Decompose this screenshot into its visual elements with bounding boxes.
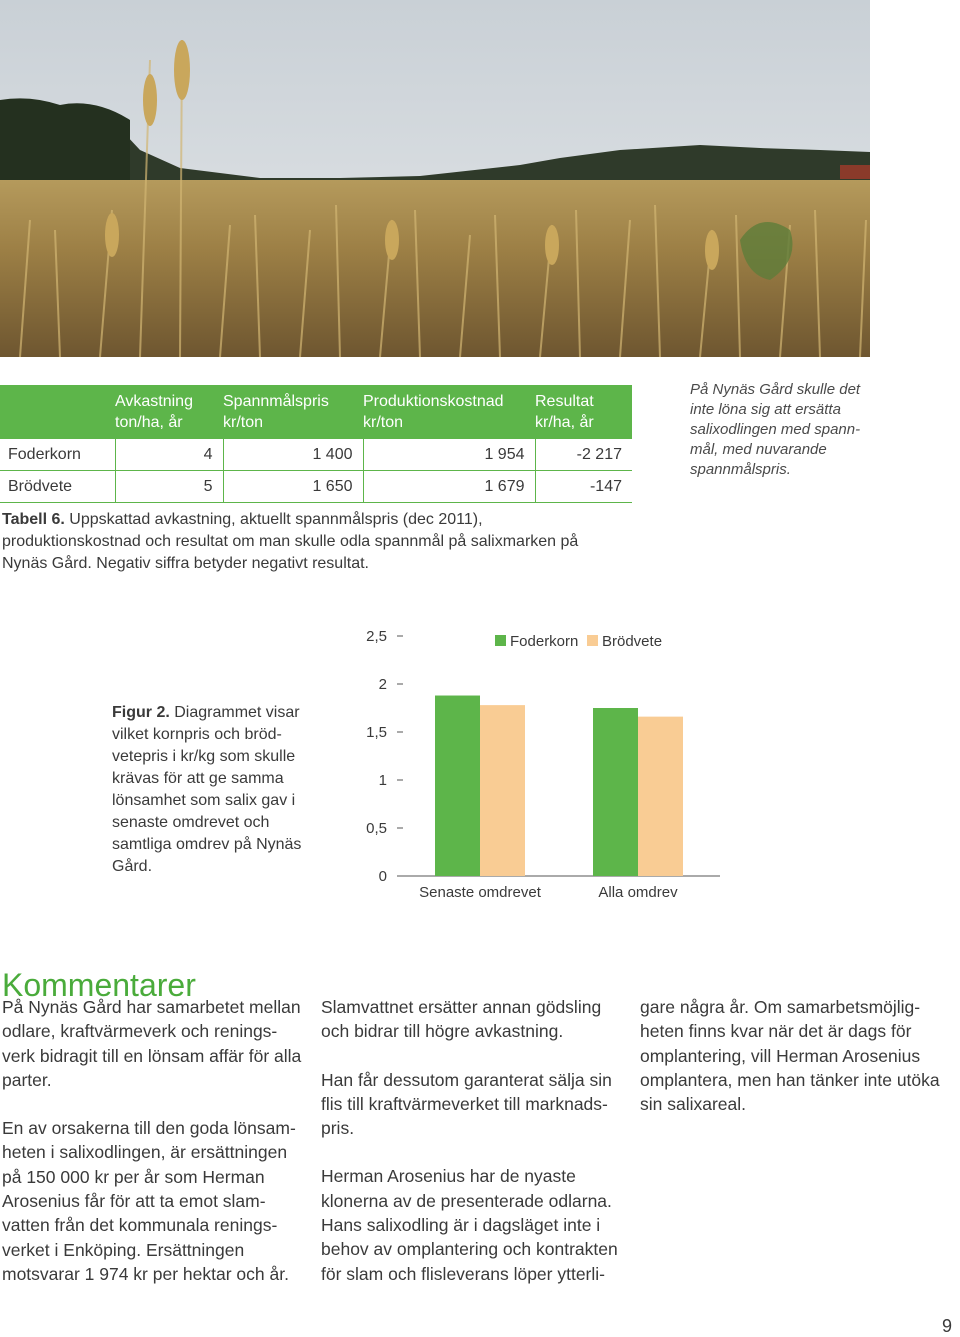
header-line: Resultat: [535, 393, 594, 410]
table-cell-result: -147: [535, 471, 632, 503]
table-cell-result: -2 217: [535, 439, 632, 471]
y-tick-label: 2: [378, 676, 387, 693]
table-row: [0, 439, 632, 471]
table-caption-text: Uppskattad avkastning, aktuellt spannmålspris (dec 2011), produktionskostnad och resultat om man skulle odla spannmål på salixmarken på Nynäs Gård. Negativ siffra betyder negativt resultat.: [2, 511, 579, 572]
table-header-cost: [363, 385, 535, 439]
table-header-yield: [115, 385, 223, 439]
legend-swatch: [587, 635, 598, 646]
table-cell-yield: 4: [115, 439, 223, 471]
legend-label: Brödvete: [602, 633, 663, 650]
table-cell-cost: 1 954: [363, 439, 535, 471]
y-tick-label: 1,5: [366, 724, 387, 741]
table-cell-price: 1 400: [223, 439, 363, 471]
header-line: Spannmålspris: [223, 393, 329, 410]
text-column-3: [640, 995, 940, 1140]
bar-foderkorn-2: [593, 708, 638, 876]
y-tick-label: 1: [378, 772, 387, 789]
y-tick-label: 0,5: [366, 820, 387, 837]
header-line: Avkastning: [115, 393, 193, 410]
paragraph: Herman Arosenius har de nyaste klonerna av de presenterade odlarna. Hans salixodling är i dagsläget inte i behov av omplantering och kontrakten för slam och flisleverans löper ytterli-: [321, 1166, 618, 1284]
header-line: kr/ton: [223, 414, 264, 431]
figure-caption: [112, 702, 302, 878]
x-axis-labels: [419, 884, 678, 901]
y-tick-label: 0: [378, 868, 387, 885]
bars: [435, 696, 683, 876]
bar-brödvete-2: [638, 717, 683, 876]
table-cell-cost: 1 679: [363, 471, 535, 503]
paragraph: Han får dessutom garanterat sälja sin flis till kraftvärmeverket till marknads-pris.: [321, 1069, 612, 1139]
table-header-row: [0, 385, 632, 439]
legend-swatch: [495, 635, 506, 646]
figure-caption-text: Diagrammet visar vilket kornpris och bröd-vetepris i kr/kg som skulle krävas för att ge samma lönsamhet som salix gav i senaste omdrevet och samtliga omdrev på Nynäs Gård.: [112, 704, 302, 875]
table-cell-crop: Brödvete: [0, 471, 115, 503]
header-line: kr/ha, år: [535, 414, 594, 431]
wheat-field-illustration: [0, 0, 870, 357]
paragraph: gare några år. Om samarbetsmöjlig-heten finns kvar när det är dags för omplantering, vill Herman Arosenius omplantera, men han tänker inte utöka sin salixareal.: [640, 997, 940, 1115]
bar-chart: [355, 620, 735, 910]
header-line: kr/ton: [363, 414, 404, 431]
x-category-label: Senaste omdrevet: [419, 884, 541, 901]
wheat-field-photo: [0, 0, 870, 357]
yield-table: [0, 385, 632, 503]
paragraph: En av orsakerna till den goda lönsam-heten i salixodlingen, är ersättningen på 150 000 kr per år som Herman Arosenius får för att ta emot slam-vatten från det kommunala renings-verket i Enköping. Ersättningen motsvarar 1 974 kr per hektar och år.: [2, 1118, 296, 1284]
bar-foderkorn-1: [435, 696, 480, 876]
text-column-2: [321, 995, 621, 1310]
table-row: [0, 471, 632, 503]
table-cell-price: 1 650: [223, 471, 363, 503]
bar-brödvete-1: [480, 705, 525, 876]
table-cell-yield: 5: [115, 471, 223, 503]
section-heading: Kommentarer: [2, 966, 196, 1003]
figure-caption-label: Figur 2.: [112, 704, 170, 721]
legend-label: Foderkorn: [510, 633, 579, 650]
x-category-label: Alla omdrev: [598, 884, 678, 901]
table-caption-label: Tabell 6.: [2, 511, 65, 528]
paragraph: Slamvattnet ersätter annan gödsling och bidrar till högre avkastning.: [321, 997, 602, 1042]
legend: [495, 633, 662, 650]
text-column-1: [2, 995, 302, 1310]
page-number: 9: [941, 1316, 952, 1336]
table-header-result: [535, 385, 632, 439]
paragraph: På Nynäs Gård har samarbetet mellan odlare, kraftvärmeverk och renings-verk bidragit till en lönsam affär för alla parter.: [2, 997, 302, 1090]
header-line: Produktionskostnad: [363, 393, 504, 410]
table-header-crop: [0, 385, 115, 439]
header-line: ton/ha, år: [115, 414, 183, 431]
table-cell-crop: Foderkorn: [0, 439, 115, 471]
table-caption: [2, 509, 612, 575]
table-header-price: [223, 385, 363, 439]
y-tick-label: 2,5: [366, 628, 387, 645]
side-note: På Nynäs Gård skulle det inte löna sig att ersätta salixodlingen med spann-mål, med nuvarande spannmålspris.: [690, 381, 861, 478]
